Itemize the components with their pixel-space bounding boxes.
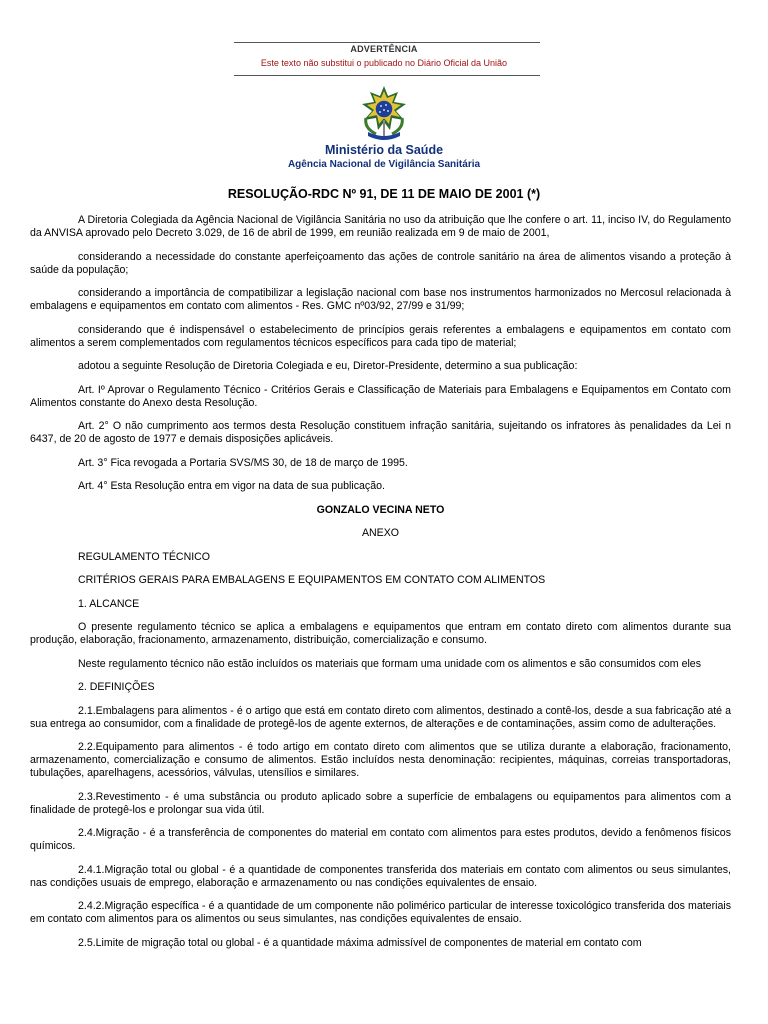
- paragraph: adotou a seguinte Resolução de Diretoria Colegiada e eu, Diretor-Presidente, determino a sua publicação:: [78, 360, 578, 372]
- paragraph: 1. ALCANCE: [78, 597, 140, 610]
- paragraph: considerando a importância de compatibilizar a legislação nacional com base nos instrumentos harmonizados no Mercosul relacionada à embalagens e equipamentos em contato com alimentos - Res. GMC nº03/92, 27/99 e 31/99;: [30, 287, 731, 312]
- paragraph: ANEXO: [361, 527, 400, 539]
- resolution-title: RESOLUÇÃO-RDC Nº 91, DE 11 DE MAIO DE 2001 (*): [227, 187, 541, 201]
- brazil-coat-of-arms-icon: [356, 84, 412, 140]
- paragraph: GONZALO VECINA NETO: [316, 503, 445, 516]
- advertencia-text: Este texto não substitui o publicado no Diário Oficial da União: [260, 58, 508, 68]
- paragraph: Art. 3° Fica revogada a Portaria SVS/MS 30, de 18 de março de 1995.: [78, 456, 408, 469]
- paragraph: 2.1.Embalagens para alimentos - é o artigo que está em contato direto com alimentos, destinado a contê-los, desde a sua fabricação até a sua entrega ao consumidor, com a finalidade de protegê-los de agente externos, de alterações e de contaminações, assim como de adulterações.: [30, 704, 731, 730]
- paragraph: 2.4.Migração - é a transferência de componentes do material em contato com alimentos para estes produtos, devido a fenômenos físicos químicos.: [30, 827, 731, 852]
- paragraph: O presente regulamento técnico se aplica a embalagens e equipamentos que entram em contato direto com alimentos durante sua produção, elaboração, fracionamento, armazenamento, distribuição, comercialização e consumo.: [30, 621, 731, 646]
- ministry-name: Ministério da Saúde: [324, 143, 444, 157]
- paragraph: CRITÉRIOS GERAIS PARA EMBALAGENS E EQUIPAMENTOS EM CONTATO COM ALIMENTOS: [78, 574, 546, 586]
- bottom-rule: [234, 75, 540, 76]
- paragraph: REGULAMENTO TÉCNICO: [78, 550, 211, 563]
- paragraph: Neste regulamento técnico não estão incluídos os materiais que formam uma unidade com os alimentos e são consumidos com eles: [78, 657, 701, 670]
- advertencia-title: ADVERTÊNCIA: [350, 44, 418, 54]
- paragraph: 2.5.Limite de migração total ou global - é a quantidade máxima admissível de componentes de material em contato com: [78, 936, 642, 949]
- paragraph: 2.3.Revestimento - é uma substância ou produto aplicado sobre a superfície de embalagens ou equipamentos para alimentos com a finalidade de protegê-los e prolongar sua vida útil.: [30, 790, 731, 816]
- paragraph: considerando que é indispensável o estabelecimento de princípios gerais referentes a embalagens e equipamentos em contato com alimentos a serem complementados com regulamentos técnicos específicos para cada tipo de material;: [30, 323, 731, 349]
- paragraph: considerando a necessidade do constante aperfeiçoamento das ações de controle sanitário na área de alimentos visando a proteção à saúde da população;: [30, 250, 731, 276]
- paragraph: Art. 4° Esta Resolução entra em vigor na data de sua publicação.: [78, 480, 385, 492]
- paragraph: 2.2.Equipamento para alimentos - é todo artigo em contato direto com alimentos que se utiliza durante a elaboração, fracionamento, armazenamento, comercialização e consumo de alimentos. Estão incluídos nesta denominação: recipientes, máquinas, correias transportadoras, tubulações, aparelhagens, acessórios, válvulas, utensílios e similares.: [30, 741, 731, 779]
- paragraph: 2. DEFINIÇÕES: [78, 681, 155, 693]
- document-body: [30, 214, 731, 960]
- top-rule: [234, 42, 540, 43]
- paragraph: 2.4.1.Migração total ou global - é a quantidade de componentes transferida dos materiais em contato com alimentos ou seus simulantes, nas condições usuais de emprego, elaboração e armazenamento ou nas condições equivalentes de ensaio.: [30, 863, 731, 889]
- agency-name: Agência Nacional de Vigilância Sanitária: [287, 159, 481, 170]
- paragraph: Art. 2° O não cumprimento aos termos desta Resolução constituem infração sanitária, sujeitando os infratores às penalidades da Lei n 6437, de 20 de agosto de 1977 e demais disposições aplicáveis.: [30, 420, 731, 445]
- paragraph: Art. Iº Aprovar o Regulamento Técnico - Critérios Gerais e Classificação de Materiais para Embalagens e Equipamentos em Contato com Alimentos constante do Anexo desta Resolução.: [30, 383, 731, 409]
- paragraph: A Diretoria Colegiada da Agência Nacional de Vigilância Sanitária no uso da atribuição que lhe confere o art. 11, inciso IV, do Regulamento da ANVISA aprovado pelo Decreto 3.029, de 16 de abril de 1999, em reunião realizada em 9 de maio de 2001,: [30, 214, 731, 239]
- paragraph: 2.4.2.Migração específica - é a quantidade de um componente não polimérico particular de interesse toxicológico transferida dos materiais em contato com alimentos para os alimentos ou seus simulantes, nas condições equivalentes de ensaio.: [30, 900, 731, 925]
